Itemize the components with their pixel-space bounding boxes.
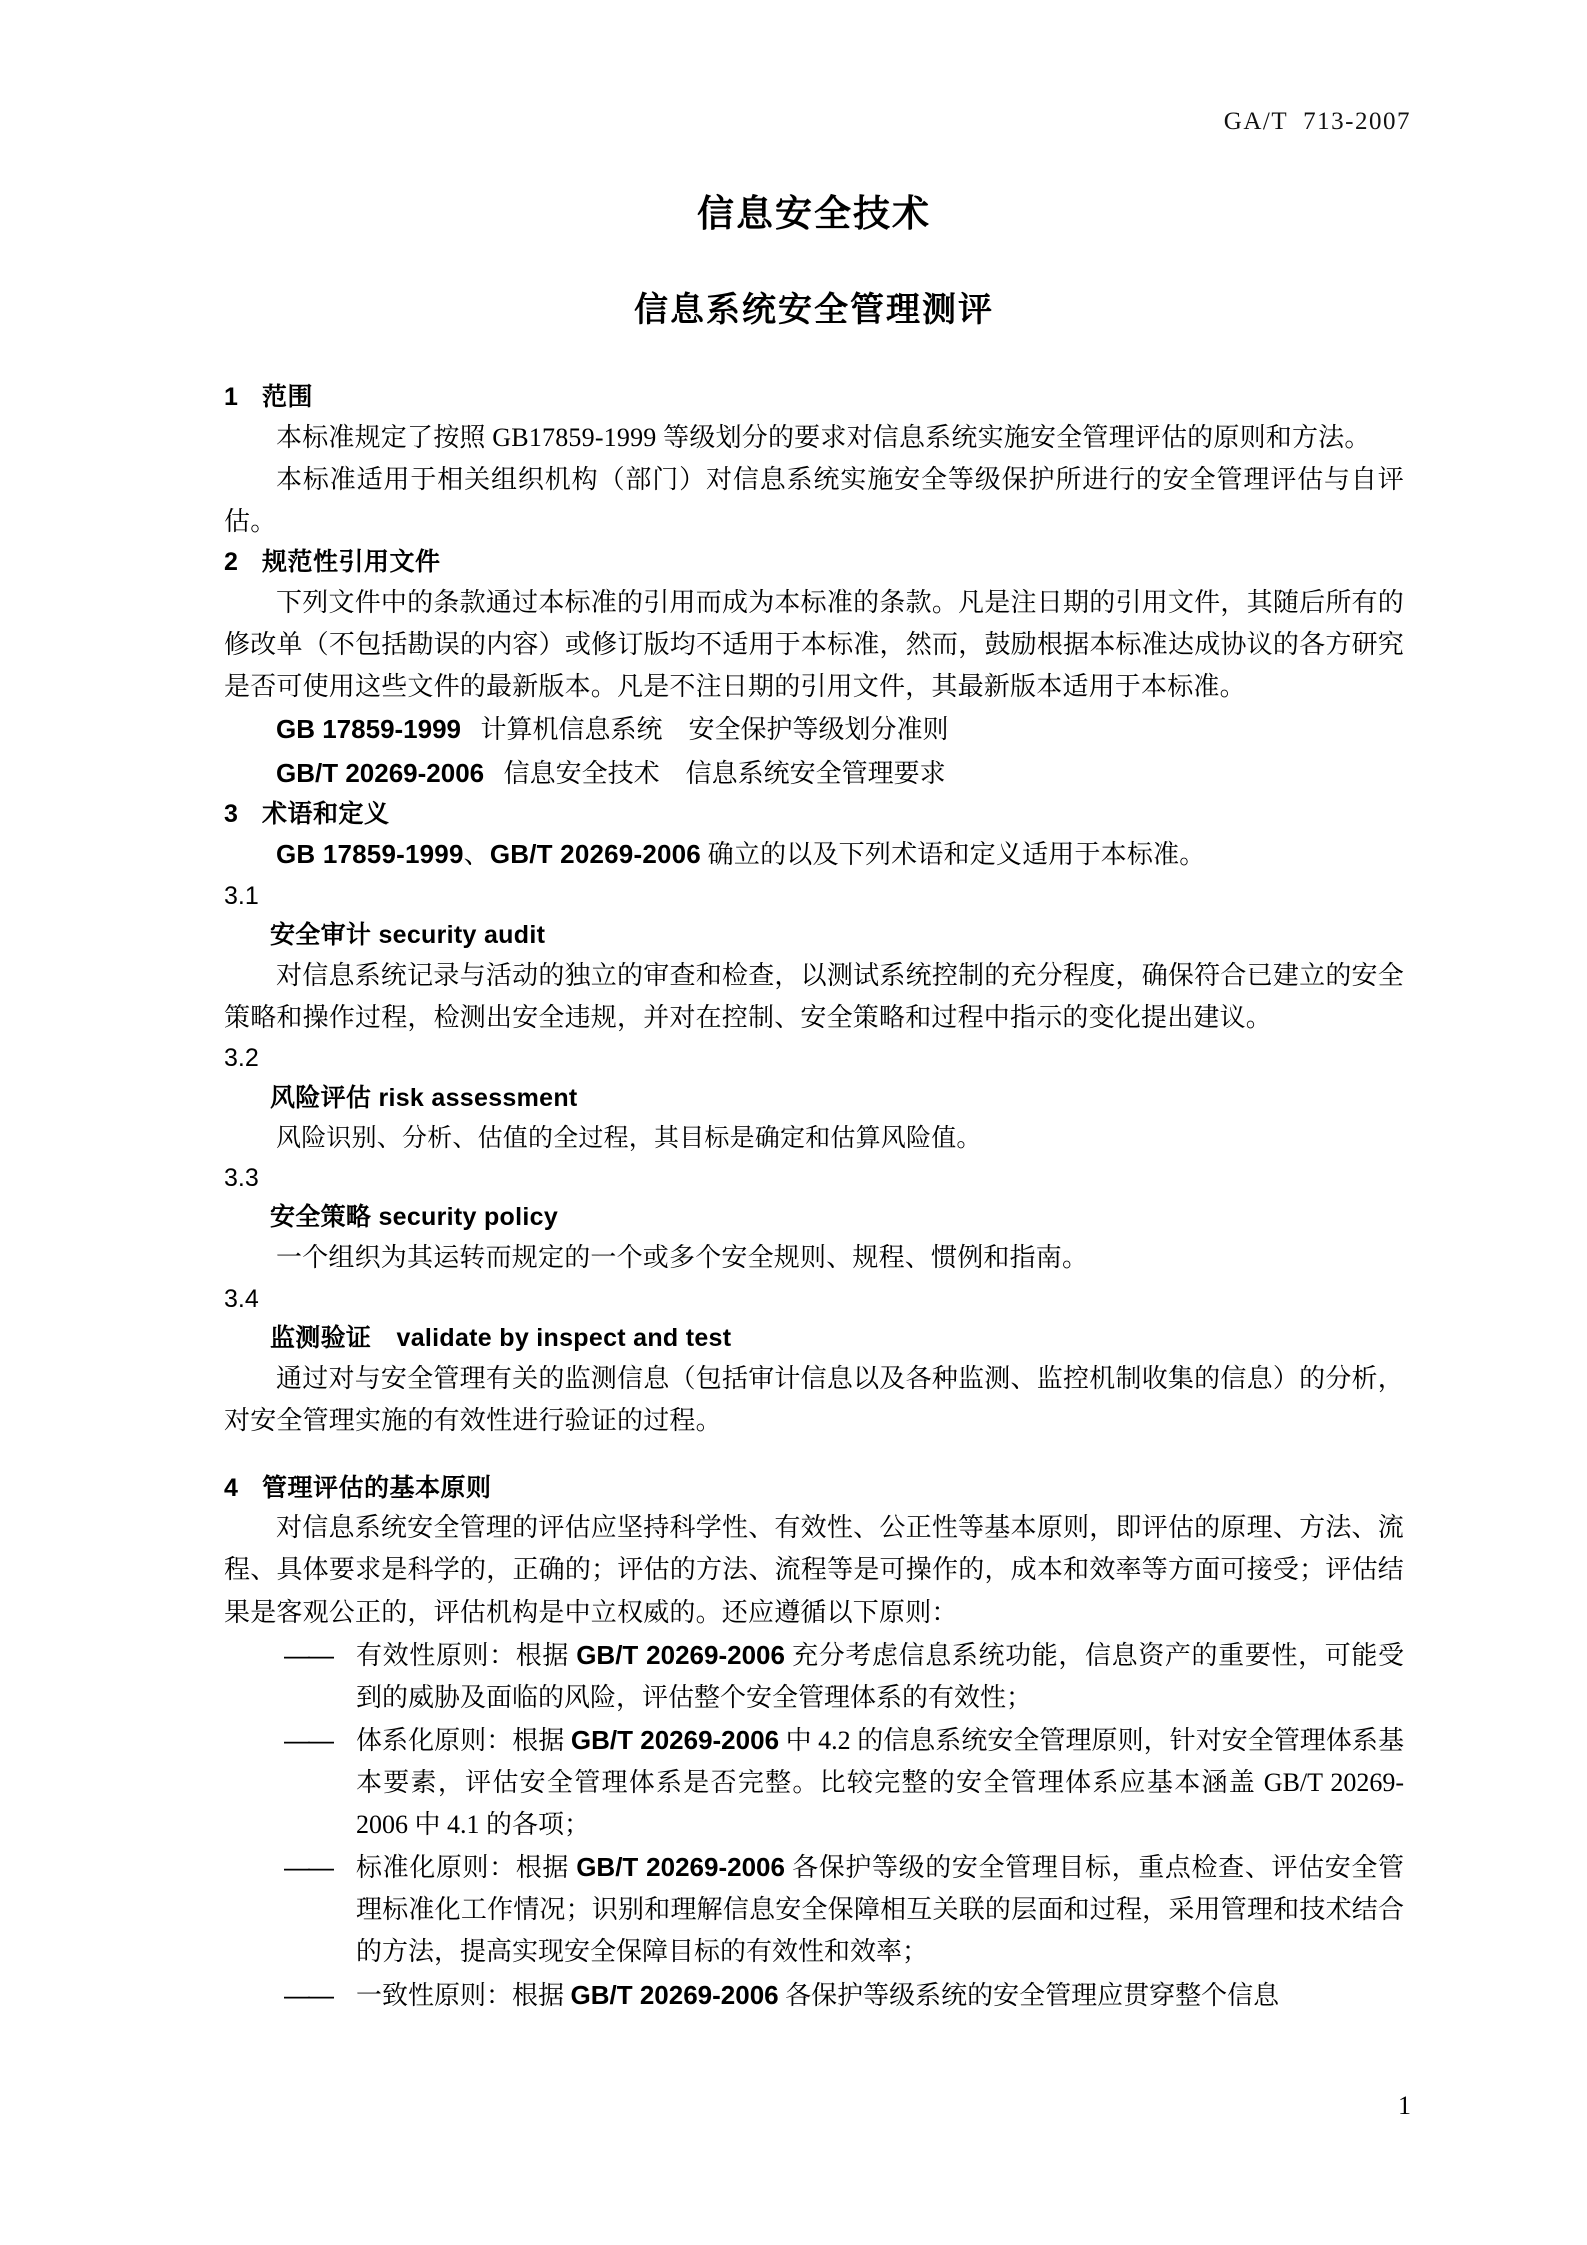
- section-2-paragraph-1: 下列文件中的条款通过本标准的引用而成为本标准的条款。凡是注日期的引用文件，其随后所有的修改单（不包括勘误的内容）或修订版均不适用于本标准，然而，鼓励根据本标准达成协议的各方研究是否可使用这些文件的最新版本。凡是不注日期的引用文件，其最新版本适用于本标准。: [224, 588, 1404, 702]
- em-dash-icon: ——: [284, 1852, 332, 1883]
- clause-3-1-term: 安全审计 security audit: [270, 921, 546, 950]
- reference-2-code: GB/T 20269-2006: [276, 757, 485, 788]
- clause-3-1-definition: 对信息系统记录与活动的独立的审查和检查，以测试系统控制的充分程度，确保符合已建立的安全策略和操作过程，检测出安全违规，并对在控制、安全策略和过程中指示的变化提出建议。: [224, 961, 1404, 1033]
- section-1-title: 范围: [262, 383, 314, 412]
- section-4-number: 4: [224, 1473, 239, 1502]
- principle-tail: 中 4.2 的信息系统安全管理原则，针对安全管理体系基本要素，评估安全管理体系是否完整。比较完整的安全管理体系应基本涵盖 GB/T 20269-2006 中 4.1 的各项；: [356, 1725, 1404, 1840]
- principle-tail: 各保护等级的安全管理目标，重点检查、评估安全管理标准化工作情况；识别和理解信息安全保障相互关联的层面和过程，采用管理和技术结合的方法，提高实现安全保障目标的有效性和效率；: [356, 1853, 1404, 1967]
- principle-text: [356, 1974, 1404, 2017]
- section-2-number: 2: [224, 548, 239, 577]
- clause-3-2-definition: 风险识别、分析、估值的全过程，其目标是确定和估算风险值。: [276, 1123, 982, 1153]
- section-4-paragraph-1: 对信息系统安全管理的评估应坚持科学性、有效性、公正性等基本原则，即评估的原理、方法、流程、具体要求是科学的，正确的；评估的方法、流程等是可操作的，成本和效率等方面可接受；评估结果是客观公正的，评估机构是中立权威的。还应遵循以下原则：: [224, 1513, 1404, 1627]
- section-spacer: [224, 1443, 1404, 1469]
- list-item: [224, 1634, 1404, 1719]
- clause-3-3-definition: 一个组织为其运转而规定的一个或多个安全规则、规程、惯例和指南。: [276, 1243, 1089, 1273]
- standard-id-header: GA/T 713-2007: [1223, 108, 1411, 135]
- clause-3-2-number: 3.2: [224, 1044, 259, 1073]
- principle-text: [356, 1846, 1404, 1973]
- section-3-title: 术语和定义: [262, 799, 390, 828]
- section-2-heading: [224, 543, 1404, 582]
- section-1-number: 1: [224, 383, 239, 412]
- document-body: [224, 190, 1404, 2017]
- section-4-heading: [224, 1469, 1404, 1508]
- normative-reference-1: [224, 708, 1404, 751]
- principle-text: [356, 1634, 1404, 1719]
- list-item: [224, 1719, 1404, 1846]
- list-item: [224, 1974, 1404, 2017]
- reference-2-title: 信息安全技术 信息系统安全管理要求: [503, 758, 946, 788]
- reference-1-title: 计算机信息系统 安全保护等级划分准则: [480, 715, 949, 745]
- principle-lead: 一致性原则：根据: [356, 1980, 571, 2010]
- principle-code: GB/T 20269-2006: [570, 1979, 779, 2010]
- section-4-title: 管理评估的基本原则: [262, 1473, 492, 1502]
- principle-code: GB/T 20269-2006: [576, 1639, 785, 1670]
- section-3-number: 3: [224, 799, 239, 828]
- document-subtitle: 信息系统安全管理测评: [634, 291, 994, 330]
- section-1-paragraph-1: 本标准规定了按照 GB17859-1999 等级划分的要求对信息系统实施安全管理评估的原则和方法。: [276, 423, 1371, 453]
- principle-lead: 有效性原则：根据: [356, 1640, 577, 1670]
- document-title: 信息安全技术: [697, 193, 931, 234]
- normative-reference-2: [224, 752, 1404, 795]
- section-3-ref-code-2: GB/T 20269-2006: [489, 839, 701, 870]
- em-dash-icon: ——: [284, 1979, 332, 2010]
- section-3-paragraph-1: [224, 833, 1404, 876]
- section-1-heading: [224, 378, 1404, 417]
- section-3-ref-separator: 、: [463, 840, 490, 870]
- section-1-paragraph-2: 本标准适用于相关组织机构（部门）对信息系统实施安全等级保护所进行的安全管理评估与自评估。: [224, 465, 1404, 537]
- principle-code: GB/T 20269-2006: [570, 1724, 780, 1755]
- reference-1-code: GB 17859-1999: [276, 714, 462, 745]
- principle-lead: 体系化原则：根据: [356, 1725, 571, 1755]
- list-item: [224, 1846, 1404, 1973]
- section-3-ref-code-1: GB 17859-1999: [276, 839, 464, 870]
- clause-3-1-number: 3.1: [224, 881, 259, 910]
- principle-tail: 各保护等级系统的安全管理应贯穿整个信息: [778, 1980, 1280, 2010]
- page-number: 1: [1398, 2091, 1411, 2120]
- principle-code: GB/T 20269-2006: [576, 1852, 785, 1883]
- principles-list: [224, 1634, 1404, 2017]
- clause-3-3-term: 安全策略 security policy: [270, 1203, 559, 1232]
- section-3-heading: [224, 795, 1404, 834]
- clause-3-2-term: 风险评估 risk assessment: [270, 1084, 578, 1113]
- section-2-title: 规范性引用文件: [262, 548, 441, 577]
- clause-3-4-term: 监测验证 validate by inspect and test: [270, 1324, 732, 1353]
- em-dash-icon: ——: [284, 1724, 332, 1755]
- section-3-ref-tail: 确立的以及下列术语和定义适用于本标准。: [700, 840, 1206, 870]
- principle-text: [356, 1719, 1404, 1846]
- clause-3-4-definition: 通过对与安全管理有关的监测信息（包括审计信息以及各种监测、监控机制收集的信息）的分析，对安全管理实施的有效性进行验证的过程。: [224, 1364, 1404, 1436]
- em-dash-icon: ——: [284, 1639, 332, 1670]
- clause-3-3-number: 3.3: [224, 1163, 259, 1192]
- principle-lead: 标准化原则：根据: [356, 1853, 577, 1883]
- clause-3-4-number: 3.4: [224, 1284, 259, 1313]
- principle-tail: 充分考虑信息系统功能，信息资产的重要性，可能受到的威胁及面临的风险，评估整个安全管理体系的有效性；: [356, 1640, 1404, 1712]
